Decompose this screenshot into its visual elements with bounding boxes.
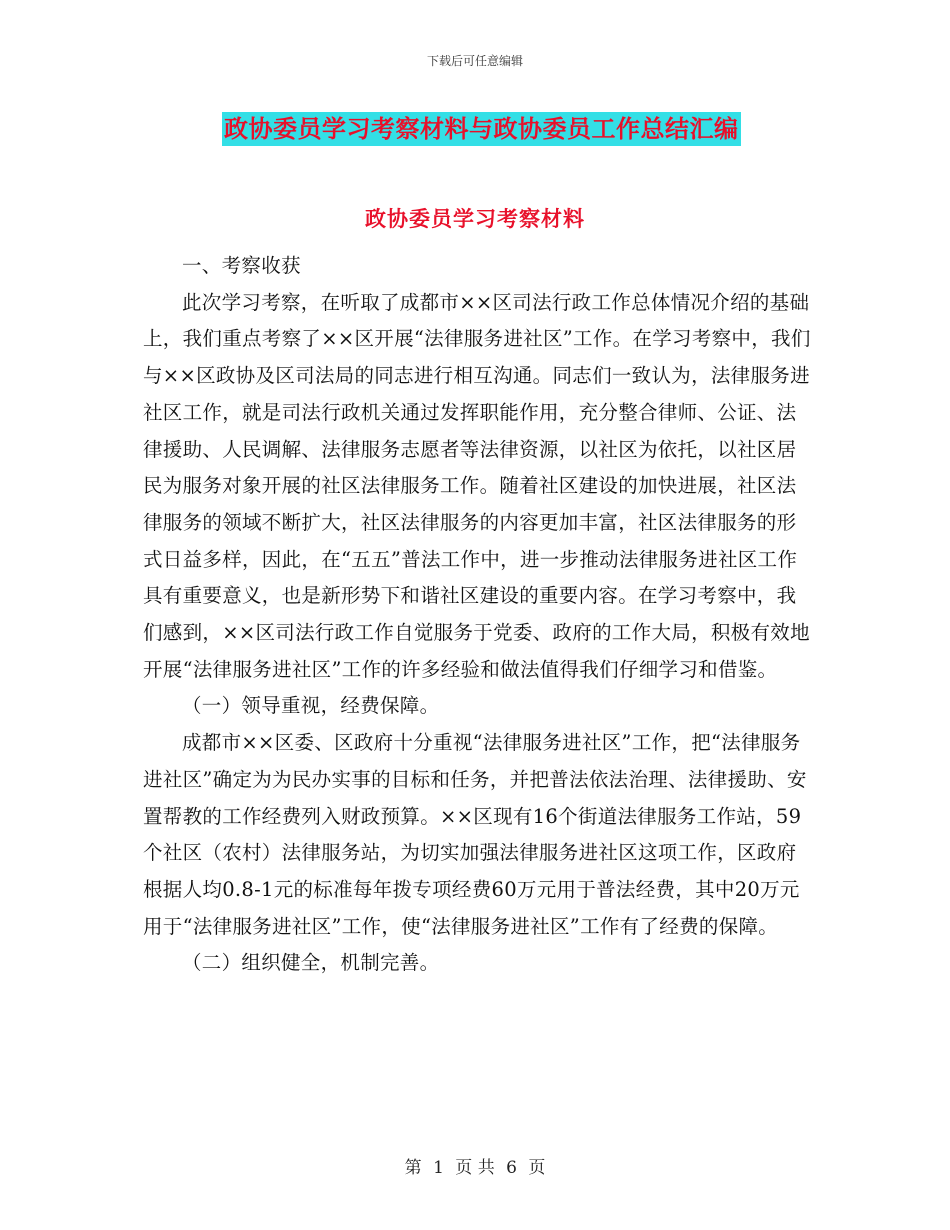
header-note: 下载后可任意编辑: [426, 54, 523, 68]
paragraph: 此次学习考察，在听取了成都市××区司法行政工作总体情况介绍的基础上，我们重点考察了××区开展“法律服务进社区”工作。在学习考察中，我们与××区政协及区司法局的同志进行相互沟通。同志们一致认为，法律服务进社区工作，就是司法行政机关通过发挥职能作用，充分整合律师、公证、法律援助、人民调解、法律服务志愿者等法律资源，以社区为依托，以社区居民为服务对象开展的社区法律服务工作。随着社区建设的加快进展，社区法律服务的领域不断扩大，社区法律服务的内容更加丰富，社区法律服务的形式日益多样，因此，在“五五”普法工作中，进一步推动法律服务进社区工作具有重要意义，也是新形势下和谐社区建设的重要内容。在学习考察中，我们感到，××区司法行政工作自觉服务于党委、政府的工作大局，积极有效地开展“法律服务进社区”工作的许多经验和做法值得我们仔细学习和借鉴。: [143, 290, 811, 681]
document-title: 政协委员学习考察材料与政协委员工作总结汇编: [222, 112, 741, 146]
subheading-1: （一）领导重视，经费保障。: [182, 694, 440, 718]
section-title: 政协委员学习考察材料: [365, 206, 585, 231]
subheading-2: （二）组织健全，机制完善。: [182, 951, 440, 975]
total-page-number: 6: [506, 1158, 517, 1178]
paragraph: 成都市××区委、区政府十分重视“法律服务进社区”工作，把“法律服务进社区”确定为为民办实事的目标和任务，并把普法依法治理、法律援助、安置帮教的工作经费列入财政预算。××区现有16个街道法律服务工作站，59个社区（农村）法律服务站，为切实加强法律服务进社区这项工作，区政府根据人均0.8-1元的标准每年拨专项经费60万元用于普法经费，其中20万元用于“法律服务进社区”工作，使“法律服务进社区”工作有了经费的保障。: [143, 731, 807, 938]
heading-1: 一、考察收获: [182, 254, 301, 277]
footer-suffix: 页: [528, 1158, 546, 1178]
current-page-number: 1: [433, 1158, 444, 1178]
footer-mid: 页 共: [455, 1158, 495, 1178]
document-body: [143, 248, 813, 982]
footer-prefix: 第: [404, 1158, 422, 1178]
page-footer: [0, 1153, 950, 1178]
